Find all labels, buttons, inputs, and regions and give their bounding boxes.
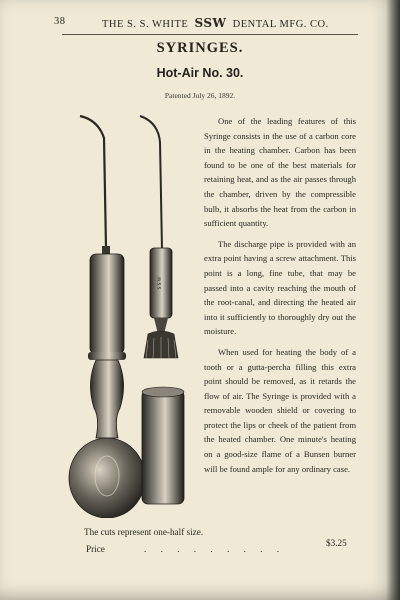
page-number: 38 — [54, 16, 66, 27]
svg-text:S S W: S S W — [158, 276, 163, 290]
price-leader-dots: . . . . . . . . . — [144, 544, 286, 554]
product-title: Hot-Air No. 30. — [156, 66, 244, 80]
price-value: $3.25 — [326, 538, 347, 548]
section-title: SYRINGES. — [156, 40, 244, 56]
running-title-left: THE S. S. WHITE — [102, 19, 189, 30]
description-paragraph: One of the leading features of this Syringe consists in the use of a carbon core in the heating chamber. Carbon has been found to be one of the best materials for retaining heat, and as the air passes through the chamber, driven by the compressible bulb, it absorbs the heat from the carbon in sufficient quantity. — [204, 116, 356, 229]
description-text — [204, 114, 356, 482]
header-rule — [62, 34, 358, 35]
syringe-assembled-icon — [69, 116, 145, 518]
running-title-right: DENTAL MFG. CO. — [232, 19, 329, 30]
running-title — [102, 16, 329, 30]
book-spine-shadow — [386, 0, 400, 600]
description-paragraph: The discharge pipe is provided with an extra point having a screw attachment. This point is a long, fine tube, that may be passed into a cavity reaching the mouth of the root-canal, and directing the heated air into it sufficiently to thoroughly dry out the moisture. — [204, 238, 356, 337]
description-paragraph: When used for heating the body of a tooth or a gutta-percha filling this extra point should be removed, as it retards the flow of air. The Syringe is provided with a removable wooden shield or covering to protect the lips or cheek of the patient from the heated chamber. One minute's heating on a good-size flame of a Bunsen burner will be found ample for any ordinary case. — [204, 346, 356, 474]
syringe-illustration — [60, 108, 200, 518]
ssw-monogram-icon: SSW — [194, 16, 227, 30]
illustration-caption: The cuts represent one-half size. — [84, 527, 204, 537]
patent-note: Patented July 26, 1892. — [164, 91, 236, 100]
price-label: Price — [86, 544, 105, 554]
syringe-disassembled-icon — [140, 116, 184, 504]
